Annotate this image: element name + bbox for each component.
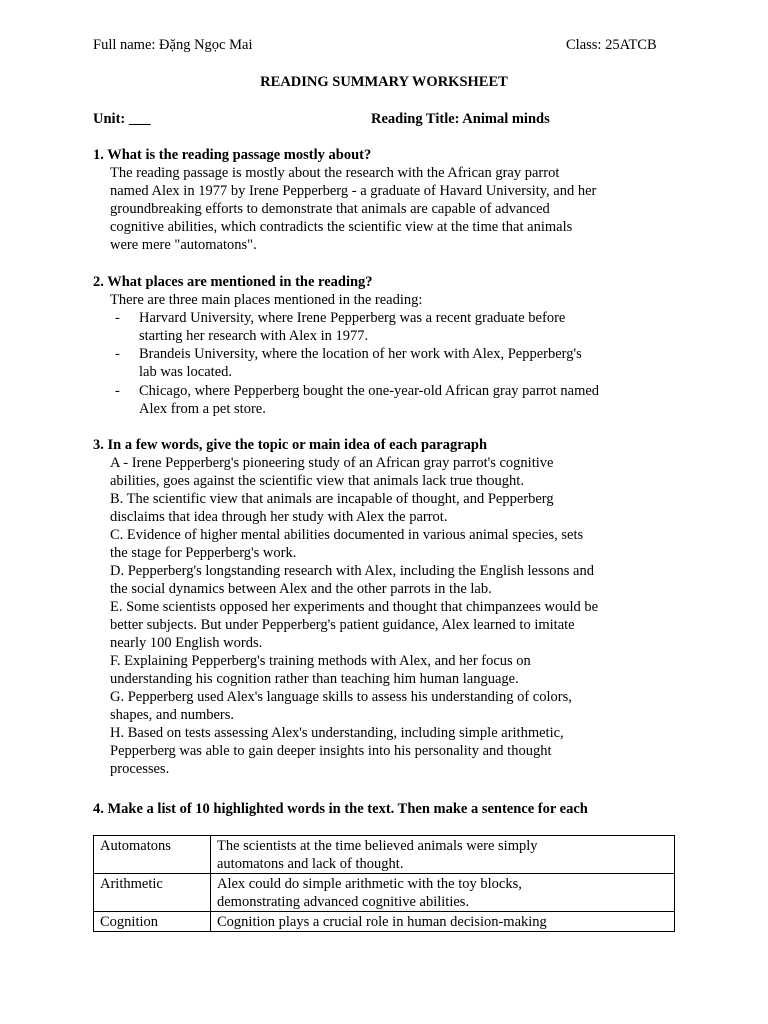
vocab-sentence	[211, 912, 675, 932]
sentence-line: The scientists at the time believed animals were simply	[217, 838, 538, 854]
list-item-line: lab was located.	[139, 364, 233, 380]
vocab-sentence	[211, 874, 675, 912]
list-item-line: starting her research with Alex in 1977.	[139, 328, 369, 344]
answer-line: nearly 100 English words.	[110, 635, 263, 651]
reading-title: Reading Title: Animal minds	[371, 111, 550, 127]
list-item	[139, 309, 679, 345]
bullet-dash: -	[115, 310, 120, 326]
list-item	[139, 345, 679, 381]
bullet-dash: -	[115, 383, 120, 399]
vocabulary-table	[93, 835, 675, 932]
vocab-word: Cognition	[94, 912, 211, 932]
sentence-line: demonstrating advanced cognitive abilities.	[217, 894, 470, 910]
answer-line: A - Irene Pepperberg's pioneering study of an African gray parrot's cognitive	[110, 455, 554, 471]
answer-line: understanding his cognition rather than teaching him human language.	[110, 671, 519, 687]
answer-line: D. Pepperberg's longstanding research with Alex, including the English lessons and	[110, 563, 594, 579]
answer-line: C. Evidence of higher mental abilities documented in various animal species, sets	[110, 527, 584, 543]
table-row	[94, 836, 675, 874]
unit-label: Unit: ___	[93, 111, 151, 127]
sentence-line: automatons and lack of thought.	[217, 856, 404, 872]
answer-line: named Alex in 1977 by Irene Pepperberg - a graduate of Havard University, and her	[110, 183, 597, 199]
answer-line: Pepperberg was able to gain deeper insights into his personality and thought	[110, 743, 552, 759]
bullet-dash: -	[115, 346, 120, 362]
answer-line: The reading passage is mostly about the research with the African gray parrot	[110, 165, 560, 181]
question-4: 4. Make a list of 10 highlighted words in the text. Then make a sentence for each	[93, 801, 588, 817]
answer-line: disclaims that idea through her study with Alex the parrot.	[110, 509, 448, 525]
table-row	[94, 912, 675, 932]
answer-line: F. Explaining Pepperberg's training methods with Alex, and her focus on	[110, 653, 531, 669]
answer-line: cognitive abilities, which contradicts the scientific view at the time that animals	[110, 219, 573, 235]
answer-line: G. Pepperberg used Alex's language skills to assess his understanding of colors,	[110, 689, 572, 705]
question-2: 2. What places are mentioned in the reading?	[93, 274, 373, 290]
answer-1	[110, 164, 680, 254]
answer-line: the stage for Pepperberg's work.	[110, 545, 297, 561]
class-label: Class: 25ATCB	[566, 37, 657, 53]
vocab-sentence	[211, 836, 675, 874]
page-title: READING SUMMARY WORKSHEET	[260, 74, 508, 90]
answer-3	[110, 454, 680, 778]
table-row	[94, 874, 675, 912]
answer-line: were mere "automatons".	[110, 237, 257, 253]
question-1: 1. What is the reading passage mostly about?	[93, 147, 372, 163]
answer-line: abilities, goes against the scientific view that animals lack true thought.	[110, 473, 524, 489]
question-3: 3. In a few words, give the topic or main idea of each paragraph	[93, 437, 488, 453]
answer-line: processes.	[110, 761, 170, 777]
vocab-word: Automatons	[94, 836, 211, 874]
list-item-line: Brandeis University, where the location of her work with Alex, Pepperberg's	[139, 346, 582, 362]
answer-line: E. Some scientists opposed her experiments and thought that chimpanzees would be	[110, 599, 599, 615]
answer-line: groundbreaking efforts to demonstrate that animals are capable of advanced	[110, 201, 550, 217]
answer-line: shapes, and numbers.	[110, 707, 235, 723]
answer-line: the social dynamics between Alex and the other parrots in the lab.	[110, 581, 492, 597]
list-item-line: Harvard University, where Irene Pepperberg was a recent graduate before	[139, 310, 566, 326]
vocab-word: Arithmetic	[94, 874, 211, 912]
answer-line: better subjects. But under Pepperberg's patient guidance, Alex learned to imitate	[110, 617, 575, 633]
list-item-line: Alex from a pet store.	[139, 401, 266, 417]
list-item	[139, 382, 679, 418]
answer-line: B. The scientific view that animals are incapable of thought, and Pepperberg	[110, 491, 554, 507]
sentence-line: Alex could do simple arithmetic with the toy blocks,	[217, 876, 522, 892]
answer-line: H. Based on tests assessing Alex's understanding, including simple arithmetic,	[110, 725, 564, 741]
answer-2-intro: There are three main places mentioned in the reading:	[110, 292, 423, 308]
list-item-line: Chicago, where Pepperberg bought the one-year-old African gray parrot named	[139, 383, 600, 399]
sentence-line: Cognition plays a crucial role in human decision-making	[217, 914, 547, 930]
full-name: Full name: Đặng Ngọc Mai	[93, 37, 253, 53]
